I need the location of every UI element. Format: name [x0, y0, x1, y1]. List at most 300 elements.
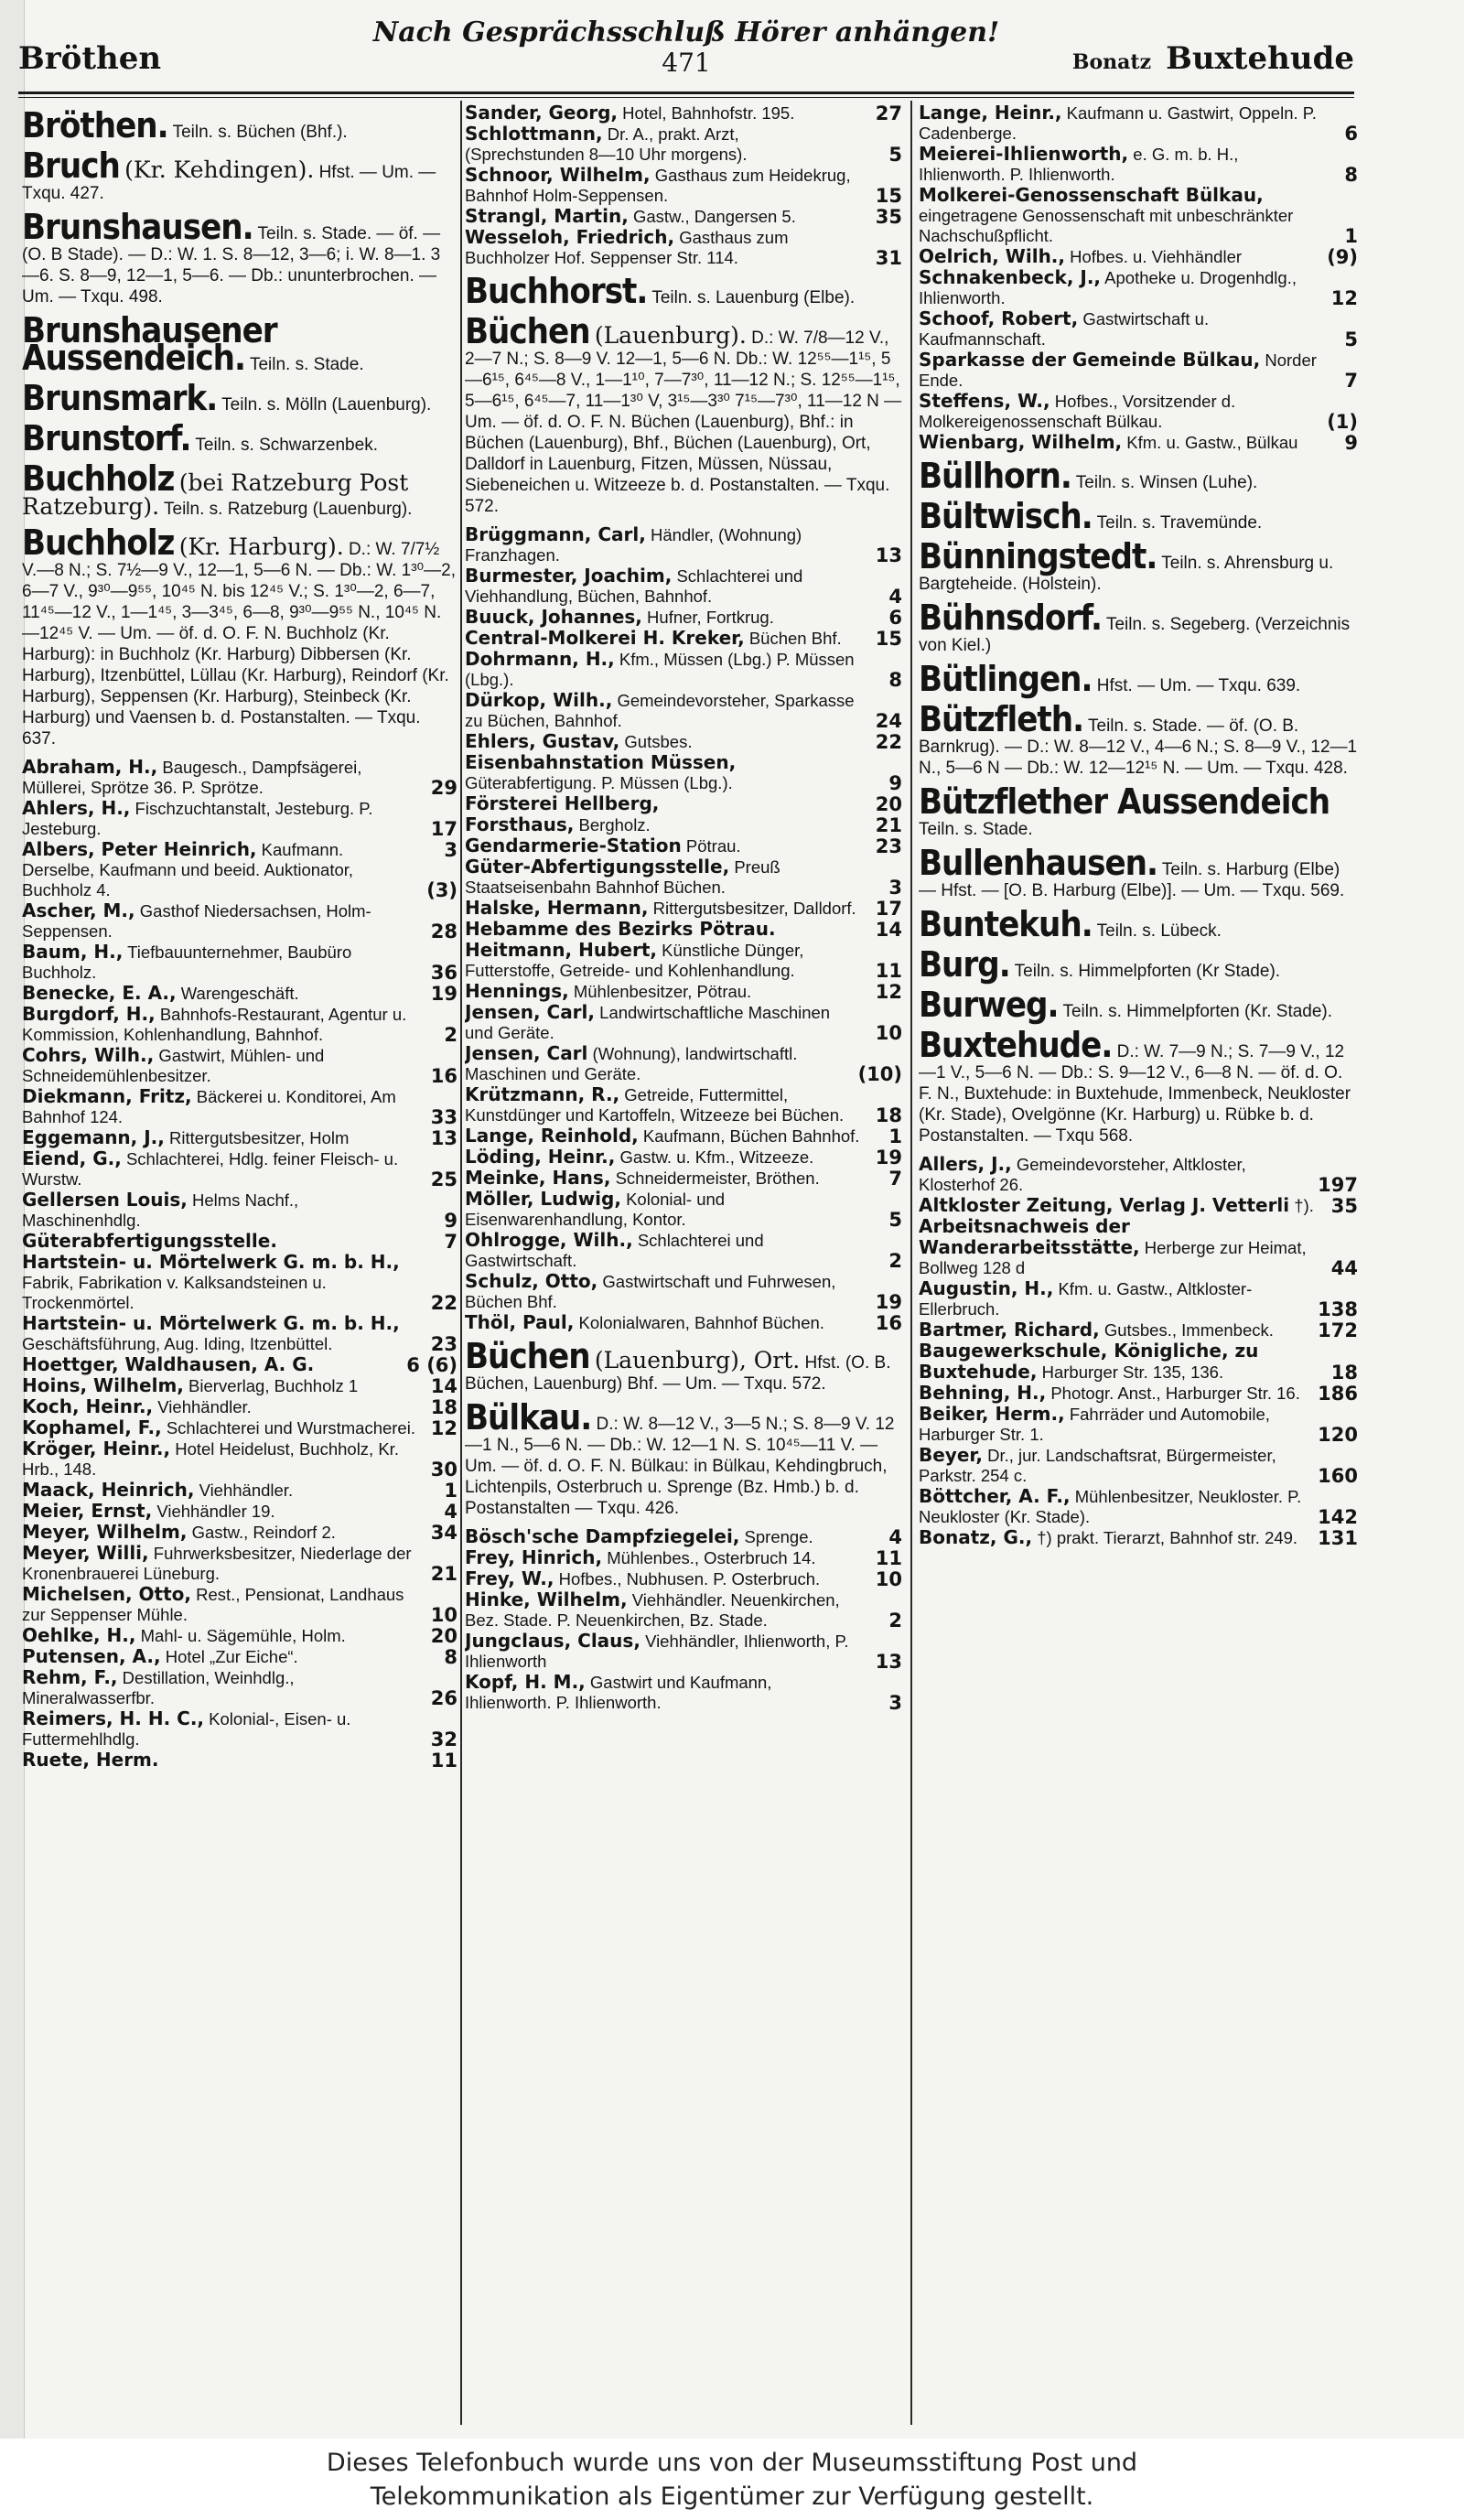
subscriber-name: Ehlers, Gustav,: [465, 730, 620, 752]
phone-number: 13: [875, 544, 902, 566]
subscriber-entry: [22, 1396, 458, 1417]
subscriber-details: Mahl- u. Sägemühle, Holm.: [140, 1626, 346, 1645]
subscriber-entry: [465, 793, 902, 814]
subscriber-details: †).: [1294, 1196, 1314, 1215]
phone-number: 120: [1318, 1424, 1358, 1446]
header-first-place: Bröthen: [18, 40, 162, 77]
place-details: Teiln. s. Harburg (Elbe) — Hfst. — [O. B. Harburg (Elbe)]. — Um. — Txqu. 569.: [919, 860, 1345, 900]
subscriber-name: Arbeitsnachweis der Wanderarbeitsstätte,: [919, 1215, 1140, 1258]
subscriber-details: Hofbes., Vorsitzender d. Molkereigenossenschaft Bülkau.: [919, 392, 1236, 431]
place-name: Buxtehude.: [919, 1025, 1113, 1065]
subscriber-name: Kophamel, F.,: [22, 1416, 162, 1438]
subscriber-entry: [465, 1526, 902, 1547]
place-qualifier: (bei Ratzeburg Post Ratzeburg).: [22, 469, 409, 520]
subscriber-name: Böttcher, A. F.,: [919, 1485, 1071, 1507]
subscriber-name: Maack, Heinrich,: [22, 1479, 195, 1501]
subscriber-name: Schlottmann,: [465, 123, 603, 145]
place-details: Teiln. s. Büchen (Bhf.).: [172, 123, 348, 142]
phone-number: 12: [430, 1417, 458, 1439]
place-details: Teiln. s. Stade. — öf. — (O. B Stade). — D.: W. 1. S. 8—12, 3—6; i. W. 8—1. 3—6. S. 8—9, 12—1, 5—6. — Db.: ununterbrochen. — Um. — Txqu. 498.: [22, 224, 441, 307]
subscriber-details: Kaufmann, Büchen Bahnhof.: [642, 1126, 860, 1146]
subscriber-details: Schneidermeister, Bröthen.: [615, 1168, 820, 1188]
place-name: Burweg.: [919, 985, 1059, 1025]
subscriber-details: Warengeschäft.: [180, 984, 299, 1003]
place-name: Buchholz: [22, 522, 175, 563]
phone-number: 2: [888, 1610, 902, 1632]
subscriber-details: Hufner, Fortkrug.: [647, 608, 774, 627]
subscriber-details: Gastwirtschaft und Fuhrwesen, Büchen Bhf.: [465, 1272, 836, 1311]
phone-number: 5: [888, 1209, 902, 1231]
subscriber-name: Baum, H.,: [22, 941, 124, 963]
subscriber-details: Hotel, Bahnhofstr. 195.: [622, 103, 795, 123]
subscriber-name: Abraham, H.,: [22, 756, 158, 778]
subscriber-name: Wesseloh, Friedrich,: [465, 226, 675, 248]
phone-number: 44: [1330, 1257, 1358, 1279]
phone-number: 11: [875, 960, 902, 982]
subscriber-details: Viehhändler 19.: [156, 1502, 275, 1521]
phone-number: 2: [888, 1250, 902, 1272]
place-details: Hfst. — Um. — Txqu. 639.: [1096, 676, 1301, 695]
place-details: D.: W. 7/7½ V.—8 N.; S. 7½—9 V., 12—1, 5—6 N. — Db.: W. 1³⁰—2, 6—7 V., 9³⁰—9⁵⁵, 10⁴⁵ N. bis 12⁴⁵ V.; S. 1³⁰—2, 6—7, 11⁴⁵—12 V., 1—1⁴⁵, 3—3⁴⁵, 6—8, 9³⁰—9⁵⁵ N., 10⁴⁵ N.—12⁴⁵ V. — Um. — öf. d. O. F. N. Buchholz (Kr. Harburg): in Buchholz (Kr. Harburg) Dibbersen (Kr. Harburg), Itzenbüttel, Lüllau (Kr. Harburg), Reindorf (Kr. Harburg), Seppensen (Kr. Harburg), Steinbeck (Kr. Harburg) und Vaensen b. d. Postanstalten. — Txqu. 637.: [22, 540, 457, 748]
subscriber-name: Brüggmann, Carl,: [465, 523, 646, 545]
phone-number: 4: [888, 586, 902, 608]
subscriber-name: Hartstein- u. Mörtelwerk G. m. b. H.,: [22, 1251, 400, 1273]
phone-number: 142: [1318, 1506, 1358, 1528]
subscriber-entry: [22, 1004, 458, 1045]
subscriber-details: Bierverlag, Buchholz 1: [188, 1376, 359, 1395]
place-name: Buntekuh.: [919, 904, 1093, 944]
phone-number: 18: [875, 1104, 902, 1126]
subscriber-entry: [465, 227, 902, 268]
subscriber-entry: [22, 983, 458, 1004]
subscriber-name: Eggemann, J.,: [22, 1126, 165, 1148]
place-heading: [22, 310, 458, 378]
subscriber-name: Molkerei-Genossenschaft Bülkau,: [919, 184, 1264, 206]
subscriber-name: Meyer, Willi,: [22, 1542, 149, 1564]
subscriber-entry: [919, 185, 1358, 246]
subscriber-name: Güter-Abfertigungsstelle,: [465, 856, 730, 878]
subscriber-entry: [22, 1354, 458, 1375]
subscriber-entry: [465, 1168, 902, 1189]
phone-number: 3: [888, 1692, 902, 1714]
subscriber-name: Schnoor, Wilhelm,: [465, 164, 651, 186]
place-qualifier: (Kr. Harburg).: [178, 533, 344, 560]
subscriber-details: Fischzuchtanstalt, Jesteburg. P. Jesteburg.: [22, 799, 373, 838]
phone-number: 9: [888, 772, 902, 794]
phone-number: 22: [430, 1292, 458, 1314]
subscriber-name: Möller, Ludwig,: [465, 1188, 621, 1210]
page-number: 471: [662, 48, 711, 78]
subscriber-name: Frey, Hinrich,: [465, 1546, 603, 1568]
footer-notice: [0, 2439, 1464, 2520]
place-heading: [465, 271, 902, 311]
subscriber-entry: [919, 144, 1358, 185]
phone-number: 13: [875, 1651, 902, 1673]
subscriber-entry: [465, 524, 902, 565]
place-heading: [919, 904, 1358, 944]
subscriber-name: Koch, Heinr.,: [22, 1395, 154, 1417]
subscriber-entry: [465, 102, 902, 124]
place-name: Bützflether Aussendeich: [919, 781, 1330, 822]
place-name: Büllhorn.: [919, 456, 1071, 496]
subscriber-name: Hebamme des Bezirks Pötrau.: [465, 918, 776, 940]
place-details: Teiln. s. Himmelpforten (Kr. Stade).: [1062, 1002, 1333, 1021]
subscriber-entry: [465, 1568, 902, 1589]
phone-number: 30: [430, 1459, 458, 1481]
column-1: [22, 102, 458, 2427]
phone-number: 19: [430, 983, 458, 1005]
subscriber-details: eingetragene Genossenschaft mit unbeschränkter Nachschußpflicht.: [919, 206, 1294, 245]
subscriber-name: Burmester, Joachim,: [465, 565, 673, 587]
subscriber-details: Rittergutsbesitzer, Holm: [169, 1128, 350, 1147]
place-details: Hfst. — Um. — Txqu. 427.: [22, 163, 436, 203]
place-name: Brunshausen.: [22, 207, 253, 247]
place-heading: [919, 598, 1358, 656]
subscriber-entry: [465, 649, 902, 690]
place-heading: [22, 378, 458, 418]
phone-number: 131: [1318, 1527, 1358, 1549]
place-details: Teiln. s. Lauenburg (Elbe).: [651, 288, 856, 307]
place-details: Teiln. s. Mölln (Lauenburg).: [221, 395, 432, 415]
subscriber-entry: [22, 1252, 458, 1313]
subscriber-entry: [919, 1383, 1358, 1404]
place-name: Bröthen.: [22, 105, 168, 145]
subscriber-details: Fahrräder und Automobile, Harburger Str. 1.: [919, 1405, 1270, 1444]
subscriber-name: Schulz, Otto,: [465, 1270, 598, 1292]
phone-number: 21: [430, 1563, 458, 1585]
phone-number: 197: [1318, 1174, 1358, 1196]
phone-number: 15: [875, 628, 902, 650]
subscriber-details: Fabrik, Fabrikation v. Kalksandsteinen u. Trockenmörtel.: [22, 1273, 327, 1312]
place-heading: [465, 311, 902, 517]
header-last-place: [1072, 40, 1354, 77]
subscriber-details: Gasthof Niedersachsen, Holm-Seppensen.: [22, 901, 371, 941]
phone-number: 4: [444, 1501, 458, 1523]
subscriber-entry: [465, 124, 902, 165]
place-name: Burg.: [919, 944, 1010, 985]
subscriber-entry: [22, 1127, 458, 1148]
header-last-place-name: Buxtehude: [1166, 40, 1354, 77]
place-heading: [919, 456, 1358, 496]
header-last-entry: Bonatz: [1071, 50, 1152, 74]
phone-number: 23: [875, 835, 902, 857]
subscriber-name: Schoof, Robert,: [919, 307, 1079, 329]
subscriber-entry: [465, 1271, 902, 1312]
subscriber-name: Frey, W.,: [465, 1567, 554, 1589]
place-name: Bützfleth.: [919, 699, 1084, 739]
subscriber-entry: [465, 1312, 902, 1333]
place-details: D.: W. 8—12 V., 3—5 N.; S. 8—9 V. 12—1 N., 5—6 N. — Db.: W. 12—1 N. S. 10⁴⁵—11 V. — Um. — öf. d. O. F. N. Bülkau: in Bülkau, Kehdingbruch, Lichtenpils, Osterbruch u. Sprenge (Bz. Hmb.) b. d. Postanstalten — Txqu. 426.: [465, 1415, 895, 1518]
phone-number: 6: [1344, 123, 1358, 145]
subscriber-details: Sprenge.: [744, 1527, 813, 1546]
phone-number: 172: [1318, 1319, 1358, 1341]
subscriber-name: Forsthaus,: [465, 813, 575, 835]
subscriber-entry: [919, 391, 1358, 432]
subscriber-details: Gastw., Dangersen 5.: [632, 207, 796, 226]
place-heading: [919, 843, 1358, 901]
subscriber-entry: [22, 1438, 458, 1480]
subscriber-details: Hofbes., Nubhusen. P. Osterbruch.: [558, 1569, 821, 1588]
subscriber-name: Strangl, Martin,: [465, 205, 629, 227]
subscriber-entry: [465, 690, 902, 731]
subscriber-entry: [465, 565, 902, 607]
subscriber-entry: [465, 731, 902, 752]
subscriber-name: Ascher, M.,: [22, 899, 135, 921]
subscriber-entry: [919, 350, 1358, 391]
phone-number: 11: [430, 1750, 458, 1772]
subscriber-entry: [22, 860, 458, 900]
subscriber-name: Eisenbahnstation Müssen,: [465, 751, 737, 773]
phone-number: 32: [430, 1728, 458, 1750]
subscriber-entry: [465, 1189, 902, 1230]
subscriber-entry: [465, 1230, 902, 1271]
subscriber-name: Kopf, H. M.,: [465, 1671, 586, 1693]
place-name: Bünningstedt.: [919, 536, 1157, 576]
subscriber-details: Schlachterei und Wurstmacherei.: [166, 1418, 415, 1438]
place-details: Teiln. s. Ahrensburg u. Bargteheide. (Holstein).: [919, 554, 1334, 594]
phone-number: (10): [857, 1063, 902, 1085]
subscriber-entry: [22, 1750, 458, 1771]
place-name: Bullenhausen.: [919, 843, 1157, 883]
subscriber-entry: [22, 1543, 458, 1584]
phone-number: 19: [875, 1147, 902, 1168]
place-heading: [919, 944, 1358, 985]
subscriber-details: Bergholz.: [578, 815, 651, 835]
subscriber-details: Gemeindevorsteher, Altkloster, Klosterhof 26.: [919, 1155, 1246, 1194]
phone-number: 6 (6): [406, 1354, 458, 1376]
subscriber-entry: [465, 1589, 902, 1631]
subscriber-name: Putensen, A.,: [22, 1645, 161, 1667]
phone-number: 22: [875, 731, 902, 753]
place-details: D.: W. 7—9 N.; S. 7—9 V., 12—1 V., 5—6 N. — Db.: S. 9—12 V., 6—8 N. — öf. d. O. F. N., Buxtehude: in Buxtehude, Immenbeck, Neukloster (Kr. Stade), Ovelgönne (Kr. Harburg) u. Rübke b. d. Postanstalten. — Txqu 568.: [919, 1042, 1351, 1146]
subscriber-name: Schnakenbeck, J.,: [919, 266, 1102, 288]
subscriber-details: e. G. m. b. H., Ihlienworth. P. Ihlienworth.: [919, 145, 1239, 184]
subscriber-details: Viehhändler.: [199, 1481, 294, 1500]
place-details: Teiln. s. Travemünde.: [1096, 513, 1263, 533]
place-heading: [919, 985, 1358, 1025]
subscriber-details: Gastwirt und Kaufmann, Ihlienworth. P. Ihlienworth.: [465, 1673, 772, 1712]
footer-line-1: Dieses Telefonbuch wurde uns von der Museumsstiftung Post und: [326, 2449, 1138, 2477]
subscriber-name: Burgdorf, H.,: [22, 1003, 156, 1025]
place-heading: [919, 659, 1358, 699]
subscriber-name: Meierei-Ihlienworth,: [919, 143, 1129, 165]
subscriber-entry: [919, 432, 1358, 453]
subscriber-details: Apotheke u. Drogenhdlg., Ihlienworth.: [919, 268, 1297, 307]
subscriber-details: Dr. A., prakt. Arzt, (Sprechstunden 8—10 Uhr morgens).: [465, 124, 748, 164]
subscriber-details: Gastw. u. Kfm., Witzeeze.: [619, 1147, 814, 1167]
place-name: Buchholz: [22, 458, 175, 499]
subscriber-entry: [465, 898, 902, 919]
phone-number: 7: [444, 1231, 458, 1253]
place-name: Büchen: [465, 1336, 590, 1376]
subscriber-entry: [465, 628, 902, 649]
subscriber-details: Rest., Pensionat, Landhaus zur Seppenser Mühle.: [22, 1585, 404, 1624]
subscriber-details: Kfm. u. Gastw., Altkloster-Ellerbruch.: [919, 1279, 1253, 1319]
phone-number: 35: [875, 206, 902, 228]
subscriber-name: Lange, Reinhold,: [465, 1125, 639, 1147]
place-qualifier: (Lauenburg), Ort.: [594, 1347, 801, 1373]
subscriber-name: Steffens, W.,: [919, 390, 1050, 412]
subscriber-name: Diekmann, Fritz,: [22, 1085, 192, 1107]
column-divider: [460, 101, 462, 2425]
place-name: Bütlingen.: [919, 659, 1093, 699]
subscriber-details: Baugesch., Dampfsägerei, Müllerei, Sprötze 36. P. Sprötze.: [22, 758, 362, 797]
subscriber-details: Schlachterei und Viehhandlung, Büchen, Bahnhof.: [465, 566, 803, 606]
subscriber-details: Gutsbes.: [624, 732, 693, 751]
phone-number: 9: [1344, 432, 1358, 454]
phone-number: 10: [430, 1604, 458, 1626]
phone-number: 12: [1330, 287, 1358, 309]
subscriber-entry: [919, 1195, 1358, 1216]
subscriber-name: Meinke, Hans,: [465, 1167, 611, 1189]
place-name: Bültwisch.: [919, 496, 1093, 536]
place-heading: [465, 1336, 902, 1395]
subscriber-name: Dürkop, Wilh.,: [465, 689, 613, 711]
subscriber-entry: [919, 102, 1358, 144]
subscriber-entry: [465, 1547, 902, 1568]
subscriber-entry: [465, 1043, 902, 1084]
subscriber-name: Försterei Hellberg,: [465, 792, 660, 814]
subscriber-entry: [919, 1341, 1358, 1383]
place-heading: [22, 207, 458, 307]
subscriber-details: Preuß Staatseisenbahn Bahnhof Büchen.: [465, 857, 780, 897]
subscriber-details: Viehhändler.: [157, 1397, 252, 1416]
phone-number: 24: [875, 710, 902, 732]
subscriber-details: Bäckerei u. Konditorei, Am Bahnhof 124.: [22, 1087, 396, 1126]
subscriber-name: Albers, Peter Heinrich,: [22, 838, 257, 860]
phone-number: 186: [1318, 1383, 1358, 1405]
subscriber-details: Viehhändler. Neuenkirchen, Bez. Stade. P. Neuenkirchen, Bz. Stade.: [465, 1590, 840, 1630]
subscriber-entry: [465, 752, 902, 793]
footer-line-2: Telekommunikation als Eigentümer zur Verfügung gestellt.: [370, 2482, 1094, 2511]
subscriber-details: Mühlenbes., Osterbruch 14.: [607, 1548, 816, 1567]
subscriber-details: Kaufmann.: [261, 840, 344, 859]
phone-number: 20: [430, 1625, 458, 1647]
subscriber-name: Dohrmann, H.,: [465, 648, 615, 670]
subscriber-name: Jensen, Carl,: [465, 1001, 596, 1023]
place-details: Teiln. s. Winsen (Luhe).: [1075, 473, 1258, 492]
subscriber-details: Hotel Heidelust, Buchholz, Kr. Hrb., 148.: [22, 1439, 399, 1479]
subscriber-entry: [465, 835, 902, 856]
phone-number: 7: [888, 1168, 902, 1190]
subscriber-name: Beiker, Herm.,: [919, 1403, 1065, 1425]
subscriber-name: Eiend, G.,: [22, 1147, 122, 1169]
subscriber-name: Thöl, Paul,: [465, 1311, 575, 1333]
place-details: Teiln. s. Stade.: [919, 820, 1033, 839]
phone-number: 3: [888, 877, 902, 899]
subscriber-name: Hinke, Wilhelm,: [465, 1588, 628, 1610]
subscriber-name: Michelsen, Otto,: [22, 1583, 191, 1605]
subscriber-details: Landwirtschaftliche Maschinen und Geräte.: [465, 1003, 831, 1042]
subscriber-name: Buuck, Johannes,: [465, 606, 642, 628]
phone-number: 8: [1344, 164, 1358, 186]
subscriber-details: Geschäftsführung, Aug. Iding, Itzenbüttel.: [22, 1334, 333, 1353]
subscriber-entry: [22, 1480, 458, 1501]
subscriber-entry: [465, 1672, 902, 1713]
subscriber-entry: [465, 940, 902, 981]
place-heading: [22, 145, 458, 204]
subscriber-details: Herberge zur Heimat, Bollweg 128 d: [919, 1238, 1307, 1277]
subscriber-name: Jungclaus, Claus,: [465, 1630, 640, 1652]
subscriber-name: Meier, Ernst,: [22, 1500, 153, 1522]
subscriber-name: Hartstein- u. Mörtelwerk G. m. b. H.,: [22, 1312, 400, 1334]
subscriber-entry: [465, 981, 902, 1002]
place-heading: [22, 418, 458, 458]
page-edge: [0, 0, 25, 2439]
phone-number: 31: [875, 247, 902, 269]
phone-number: 18: [430, 1396, 458, 1418]
phone-number: 19: [875, 1291, 902, 1313]
subscriber-entry: [22, 1417, 458, 1438]
phone-number: 20: [875, 793, 902, 815]
phone-number: 138: [1318, 1298, 1358, 1320]
subscriber-name: Löding, Heinr.,: [465, 1146, 616, 1168]
subscriber-name: Behning, H.,: [919, 1382, 1047, 1404]
place-qualifier: (Kr. Kehdingen).: [124, 156, 315, 183]
phone-number: 34: [430, 1522, 458, 1544]
phone-number: 35: [1330, 1195, 1358, 1217]
header-rule-thin: [18, 97, 1354, 98]
subscriber-name: Kröger, Heinr.,: [22, 1438, 171, 1459]
subscriber-details: Tiefbauunternehmer, Baubüro Buchholz.: [22, 942, 352, 982]
subscriber-entry: [22, 1667, 458, 1708]
subscriber-entry: [465, 1125, 902, 1147]
phone-number: 14: [430, 1375, 458, 1397]
phone-number: 29: [430, 777, 458, 799]
subscriber-entry: [919, 246, 1358, 267]
phone-number: 2: [444, 1024, 458, 1046]
subscriber-name: Güterabfertigungsstelle.: [22, 1230, 277, 1252]
subscriber-details: Gasthaus zum Buchholzer Hof. Seppenser Str. 114.: [465, 228, 789, 267]
subscriber-details: Mühlenbesitzer, Pötrau.: [573, 982, 752, 1001]
subscriber-name: Wienbarg, Wilhelm,: [919, 431, 1123, 453]
subscriber-details: Harburger Str. 135, 136.: [1041, 1362, 1224, 1382]
subscriber-details: Viehhändler, Ihlienworth, P. Ihlienworth: [465, 1632, 849, 1671]
place-name: Bühnsdorf.: [919, 598, 1103, 638]
subscriber-entry: [465, 919, 902, 940]
phone-number: 25: [430, 1168, 458, 1190]
place-details: Teiln. s. Lübeck.: [1096, 921, 1222, 941]
place-name: Brunstorf.: [22, 418, 191, 458]
subscriber-name: Altkloster Zeitung, Verlag J. Vetterli: [919, 1194, 1290, 1216]
column-3: [919, 102, 1358, 2427]
subscriber-details: Kolonialwaren, Bahnhof Büchen.: [578, 1313, 824, 1332]
subscriber-entry: [22, 1646, 458, 1667]
subscriber-entry: [465, 856, 902, 898]
subscriber-entry: [22, 839, 458, 860]
phone-number: 36: [430, 962, 458, 984]
phone-number: 5: [888, 144, 902, 166]
phone-number: 23: [430, 1333, 458, 1355]
place-details: Teiln. s. Schwarzenbek.: [195, 436, 378, 455]
place-name: Brunsmark.: [22, 378, 218, 418]
subscriber-name: Rehm, F.,: [22, 1666, 118, 1688]
subscriber-details: Gasthaus zum Heidekrug, Bahnhof Holm-Seppensen.: [465, 166, 851, 205]
subscriber-entry: [22, 1375, 458, 1396]
subscriber-name: Gellersen Louis,: [22, 1189, 188, 1211]
place-heading: [919, 536, 1358, 595]
subscriber-details: Helms Nachf., Maschinenhdlg.: [22, 1190, 299, 1230]
subscriber-details: Norder Ende.: [919, 350, 1317, 390]
place-details: Teiln. s. Ratzeburg (Lauenburg).: [164, 500, 413, 519]
phone-number: 9: [444, 1210, 458, 1232]
phone-number: 13: [430, 1127, 458, 1149]
subscriber-name: Oehlke, H.,: [22, 1624, 136, 1646]
subscriber-details: Gastw., Reindorf 2.: [191, 1523, 336, 1542]
subscriber-details: Bahnhofs-Restaurant, Agentur u. Kommission, Kohlenhandlung, Bahnhof.: [22, 1005, 407, 1044]
place-details: Teiln. s. Stade.: [249, 355, 364, 374]
place-name: Brunshausener Aussendeich.: [22, 310, 277, 378]
